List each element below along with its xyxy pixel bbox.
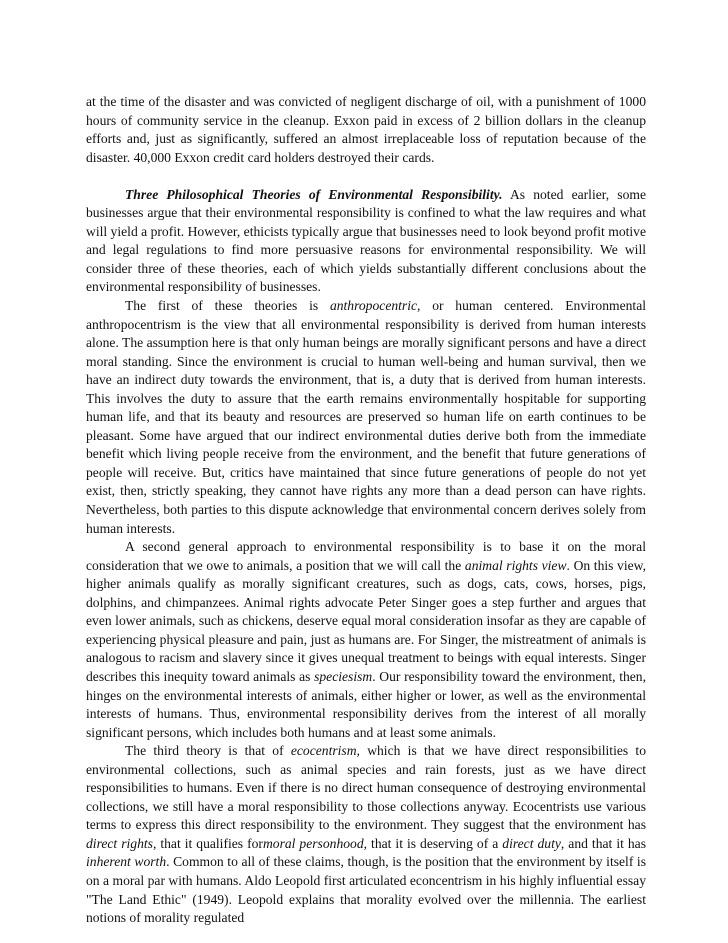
- paragraph-ecocentrism: [86, 742, 646, 927]
- term-direct-rights: direct rights: [86, 835, 153, 851]
- paragraph-gap: [86, 167, 646, 186]
- paragraph-text: . Common to all of these claims, though, is the position that the environment by itself is on a moral par with humans. Aldo Leopold first articulated econcentrism in his highly influential essay "The Land Ethic" (1949). Leopold explains that morality evolved over the millennia. The earliest notions of morality regulated: [86, 854, 646, 926]
- paragraph-text: , and that it has: [560, 835, 647, 851]
- paragraph-three-theories: [86, 186, 646, 297]
- paragraph-text: A second general approach to environmental responsibility is to base it on the moral consideration that we owe to animals, a position that we will call the: [86, 539, 646, 573]
- term-ecocentrism: ecocentrism,: [290, 743, 360, 759]
- paragraph-text: , or human centered. Environmental anthropocentrism is the view that all environmental responsibility is derived from human interests alone. The assumption here is that only human beings are morally significant persons and have a direct moral standing. Since the environment is crucial to human well-being and human survival, then we have an indirect duty towards the environment, that is, a duty that is derived from human interests. This involves the duty to assure that the earth remains environmentally hospitable for supporting human life, and that its beauty and resources are preserved so human life on earth continues to be pleasant. Some have argued that our indirect environmental duties derive both from the immediate benefit which living people receive from the environment, and the benefit that future generations of people will receive. But, critics have maintained that since future generations of people do not yet exist, then, strictly speaking, they cannot have rights any more than a dead person can have rights. Nevertheless, both parties to this dispute acknowledge that environmental concern derives solely from human interests.: [86, 298, 646, 536]
- paragraph-text: The third theory is that of: [125, 743, 291, 759]
- section-heading: Three Philosophical Theories of Environmental Responsibility.: [125, 186, 503, 202]
- term-speciesism: speciesism: [314, 668, 373, 684]
- term-direct-duty: direct duty: [502, 835, 561, 851]
- term-anthropocentric: anthropocentric: [329, 298, 418, 314]
- paragraph-text: , that it is deserving of a: [363, 835, 503, 851]
- paragraph-text: The first of these theories is: [125, 298, 330, 314]
- paragraph-anthropocentrism: [86, 297, 646, 538]
- term-moral-personhood: moral personhood: [262, 835, 364, 851]
- paragraph-text: at the time of the disaster and was convicted of negligent discharge of oil, with a punishment of 1000 hours of community service in the cleanup. Exxon paid in excess of 2 billion dollars in the cleanup efforts and, just as significantly, suffered an almost irreplaceable loss of reputation because of the disaster. 40,000 Exxon credit card holders destroyed their cards.: [86, 94, 646, 165]
- term-animal-rights-view: animal rights view: [464, 557, 567, 573]
- term-inherent-worth: inherent worth: [86, 854, 167, 870]
- document-body: [86, 93, 646, 928]
- paragraph-text: As noted earlier, some businesses argue that their environmental responsibility is confined to what the law requires and what will yield a profit. However, ethicists typically argue that businesses need to look beyond profit motive and legal regulations to find more persuasive reasons for environmental responsibility. We will consider three of these theories, each of which yields substantially different conclusions about the environmental responsibility of businesses.: [86, 186, 646, 295]
- paragraph-text: . Our responsibility toward the environment, then, hinges on the environmental interests of animals, either higher or lower, as well as the environmental interests of humans. Thus, environmental responsibility derives from the interest of all morally significant persons, which includes both humans and at least some animals.: [86, 668, 647, 740]
- paragraph-exxon-conclusion: [86, 93, 646, 167]
- paragraph-text: . On this view, higher animals qualify as morally significant creatures, such as dogs, cats, cows, horses, pigs, dolphins, and chimpanzees. Animal rights advocate Peter Singer goes a step further and argues that even lower animals, such as chickens, deserve equal moral consideration insofar as they are capable of experiencing physical pleasure and pain, just as humans are. For Singer, the mistreatment of animals is analogous to racism and slavery since it gives unequal treatment to beings with equal interests. Singer describes this inequity toward animals as: [86, 557, 647, 684]
- paragraph-text: , that it qualifies for: [152, 835, 263, 851]
- paragraph-text: which is that we have direct responsibilities to environmental collections, such as animal species and rain forests, just as we have direct responsibilities to humans. Even if there is no direct human consequence of destroying environmental collections, we still have a moral responsibility to those collections anyway. Ecocentrists use various terms to express this direct responsibility to the environment. They suggest that the environment has: [86, 743, 647, 833]
- paragraph-animal-rights: [86, 538, 646, 742]
